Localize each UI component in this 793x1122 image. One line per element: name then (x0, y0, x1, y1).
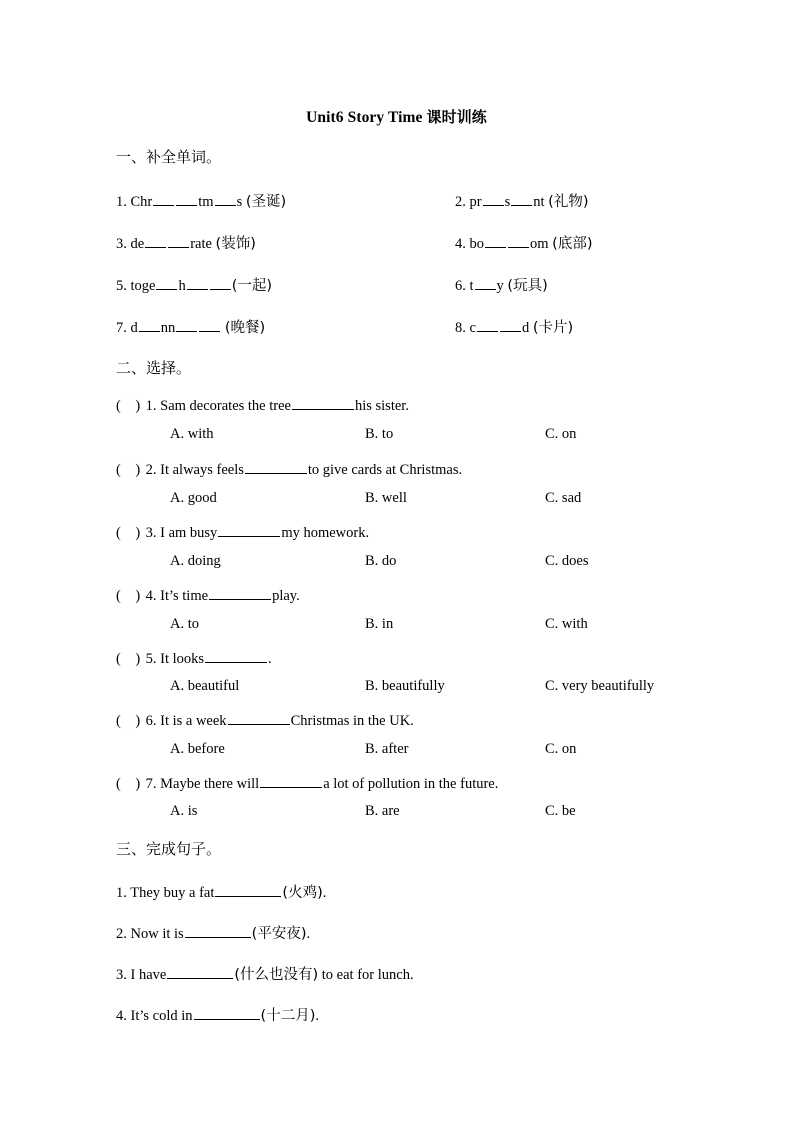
mc-option-5-c[interactable]: C. very beautifully (545, 678, 655, 694)
vocab-suffix-3: rate (190, 236, 212, 252)
vocab-hint-2: (礼物) (548, 194, 589, 210)
vocab-blank[interactable] (139, 317, 160, 332)
vocab-mid-5: h (178, 278, 186, 294)
mc-option-7-c[interactable]: C. be (545, 803, 576, 819)
mc-number-4: 4. (145, 588, 157, 604)
answer-bracket-3[interactable]: ( ) (116, 525, 141, 541)
answer-blank[interactable] (209, 585, 271, 600)
mc-option-6-a[interactable]: A. before (170, 741, 225, 757)
vocab-hint-1: (圣诞) (245, 194, 287, 210)
mc-option-7-a[interactable]: A. is (170, 803, 198, 819)
vocab-suffix-6: y (496, 278, 504, 294)
vocab-suffix-8: d (521, 320, 530, 336)
answer-blank[interactable] (185, 923, 251, 938)
vocab-hint-8: (卡片) (532, 320, 574, 336)
fill-text-before-2: Now it is (130, 926, 184, 942)
answer-bracket-2[interactable]: ( ) (116, 462, 141, 478)
vocab-suffix-4: om (530, 236, 549, 252)
fill-hint-4: (十二月) (260, 1008, 316, 1024)
answer-bracket-6[interactable]: ( ) (116, 713, 141, 729)
answer-blank[interactable] (245, 459, 307, 474)
section-heading-vocabulary: 一、补全单词。 (116, 148, 222, 166)
vocab-blank[interactable] (508, 233, 529, 248)
mc-option-7-b[interactable]: B. are (365, 803, 400, 819)
answer-blank[interactable] (215, 882, 281, 897)
mc-question-1 (116, 394, 409, 415)
vocab-number-1: 1. (116, 194, 127, 210)
mc-text-before-7: Maybe there will (160, 776, 260, 792)
mc-question-4 (116, 584, 300, 605)
vocab-suffix-2: nt (533, 194, 545, 210)
vocab-blank[interactable] (477, 317, 498, 332)
mc-option-6-c[interactable]: C. on (545, 741, 577, 757)
page-title (0, 106, 793, 127)
fill-text-after-2: . (306, 926, 311, 942)
vocab-blank[interactable] (511, 191, 532, 206)
vocab-blank[interactable] (485, 233, 506, 248)
mc-option-2-a[interactable]: A. good (170, 490, 217, 506)
mc-option-5-a[interactable]: A. beautiful (170, 678, 240, 694)
fill-text-after-3: to eat for lunch. (321, 967, 414, 983)
vocab-blank[interactable] (483, 191, 504, 206)
mc-text-before-6: It is a week (160, 713, 227, 729)
mc-text-before-2: It always feels (160, 462, 244, 478)
answer-blank[interactable] (228, 710, 290, 725)
mc-text-after-1: his sister. (354, 398, 409, 414)
fill-text-after-4: . (315, 1008, 319, 1024)
vocab-blank[interactable] (145, 233, 166, 248)
vocab-mid-7: nn (160, 320, 176, 336)
fill-item-3 (116, 963, 414, 984)
fill-hint-1: (火鸡) (282, 885, 323, 901)
mc-text-after-5: . (268, 651, 272, 667)
answer-bracket-7[interactable]: ( ) (116, 776, 141, 792)
mc-option-1-b[interactable]: B. to (365, 426, 394, 442)
mc-text-before-5: It looks (160, 651, 205, 667)
fill-text-before-3: I have (130, 967, 167, 983)
vocab-number-8: 8. (455, 320, 466, 336)
vocab-item-1 (116, 190, 286, 211)
mc-option-1-c[interactable]: C. on (545, 426, 577, 442)
answer-blank[interactable] (218, 522, 280, 537)
vocab-prefix-7: d (130, 320, 138, 336)
vocab-blank[interactable] (153, 191, 174, 206)
vocab-blank[interactable] (199, 317, 220, 332)
vocab-blank[interactable] (168, 233, 189, 248)
answer-blank[interactable] (260, 773, 322, 788)
answer-blank[interactable] (292, 395, 354, 410)
vocab-prefix-1: Chr (130, 194, 153, 210)
vocab-blank[interactable] (500, 317, 521, 332)
page-title-english: Unit6 Story Time (306, 109, 423, 126)
fill-text-before-4: It’s cold in (130, 1008, 193, 1024)
fill-item-1 (116, 881, 326, 902)
vocab-number-6: 6. (455, 278, 466, 294)
mc-text-after-2: to give cards at Christmas. (307, 462, 463, 478)
mc-question-2 (116, 458, 462, 479)
vocab-item-5 (116, 274, 272, 295)
mc-text-after-6: Christmas in the UK. (290, 713, 414, 729)
vocab-blank[interactable] (215, 191, 236, 206)
mc-question-3 (116, 521, 369, 542)
fill-hint-2: (平安夜) (251, 926, 307, 942)
vocab-prefix-5: toge (130, 278, 156, 294)
vocab-prefix-4: bo (469, 236, 484, 252)
vocab-item-3 (116, 232, 256, 253)
vocab-mid-2: s (504, 194, 511, 210)
fill-hint-3: (什么也没有) (234, 967, 319, 983)
vocab-hint-4: (底部) (552, 236, 593, 252)
vocab-prefix-2: pr (469, 194, 482, 210)
answer-bracket-4[interactable]: ( ) (116, 588, 141, 604)
vocab-prefix-6: t (469, 278, 474, 294)
page-title-chinese: 课时训练 (426, 108, 487, 126)
mc-number-7: 7. (145, 776, 157, 792)
section-heading-complete-sentences: 三、完成句子。 (116, 840, 222, 858)
vocab-item-4 (455, 232, 592, 253)
vocab-number-5: 5. (116, 278, 127, 294)
mc-option-6-b[interactable]: B. after (365, 741, 409, 757)
vocab-item-8 (455, 316, 573, 337)
mc-option-3-a[interactable]: A. doing (170, 553, 221, 569)
mc-option-5-b[interactable]: B. beautifully (365, 678, 445, 694)
vocab-hint-6: (玩具) (507, 278, 548, 294)
fill-text-after-1: . (322, 885, 327, 901)
mc-option-1-a[interactable]: A. with (170, 426, 214, 442)
vocab-suffix-1: s (236, 194, 243, 210)
vocab-number-3: 3. (116, 236, 127, 252)
mc-number-1: 1. (145, 398, 157, 414)
mc-text-before-1: Sam decorates the tree (160, 398, 291, 414)
vocab-item-6 (455, 274, 548, 295)
vocab-mid-1: tm (198, 194, 214, 210)
mc-option-4-c[interactable]: C. with (545, 616, 588, 632)
vocab-number-2: 2. (455, 194, 466, 210)
vocab-item-2 (455, 190, 588, 211)
mc-option-4-a[interactable]: A. to (170, 616, 199, 632)
vocab-item-7 (116, 316, 265, 337)
answer-blank[interactable] (167, 964, 233, 979)
fill-number-4: 4. (116, 1008, 127, 1024)
vocab-number-4: 4. (455, 236, 466, 252)
mc-text-after-7: a lot of pollution in the future. (323, 776, 499, 792)
vocab-prefix-3: de (130, 236, 145, 252)
mc-question-6 (116, 709, 414, 730)
mc-question-5 (116, 647, 272, 668)
vocab-number-7: 7. (116, 320, 127, 336)
mc-question-7 (116, 772, 498, 793)
fill-item-4 (116, 1004, 319, 1025)
vocab-blank[interactable] (475, 275, 496, 290)
vocab-blank[interactable] (176, 317, 197, 332)
answer-bracket-5[interactable]: ( ) (116, 651, 141, 667)
mc-option-3-b[interactable]: B. do (365, 553, 397, 569)
vocab-hint-3: (装饰) (215, 236, 256, 252)
fill-item-2 (116, 922, 310, 943)
section-heading-multiple-choice: 二、选择。 (116, 359, 192, 377)
mc-text-after-4: play. (272, 588, 300, 604)
mc-option-2-c[interactable]: C. sad (545, 490, 582, 506)
fill-number-3: 3. (116, 967, 127, 983)
mc-text-before-3: I am busy (160, 525, 218, 541)
fill-text-before-1: They buy a fat (130, 885, 215, 901)
mc-number-2: 2. (145, 462, 157, 478)
vocab-blank[interactable] (176, 191, 197, 206)
mc-number-3: 3. (145, 525, 157, 541)
mc-option-4-b[interactable]: B. in (365, 616, 394, 632)
vocab-blank[interactable] (187, 275, 208, 290)
mc-option-3-c[interactable]: C. does (545, 553, 589, 569)
answer-bracket-1[interactable]: ( ) (116, 398, 141, 414)
fill-number-1: 1. (116, 885, 127, 901)
vocab-blank[interactable] (210, 275, 231, 290)
vocab-hint-5: (一起) (231, 278, 273, 294)
vocab-prefix-8: c (469, 320, 476, 336)
mc-option-2-b[interactable]: B. well (365, 490, 407, 506)
mc-text-before-4: It’s time (160, 588, 209, 604)
fill-number-2: 2. (116, 926, 127, 942)
answer-blank[interactable] (205, 648, 267, 663)
answer-blank[interactable] (194, 1005, 260, 1020)
mc-number-6: 6. (145, 713, 157, 729)
vocab-hint-7: (晚餐) (224, 320, 266, 336)
mc-text-after-3: my homework. (281, 525, 370, 541)
mc-number-5: 5. (145, 651, 157, 667)
vocab-blank[interactable] (156, 275, 177, 290)
